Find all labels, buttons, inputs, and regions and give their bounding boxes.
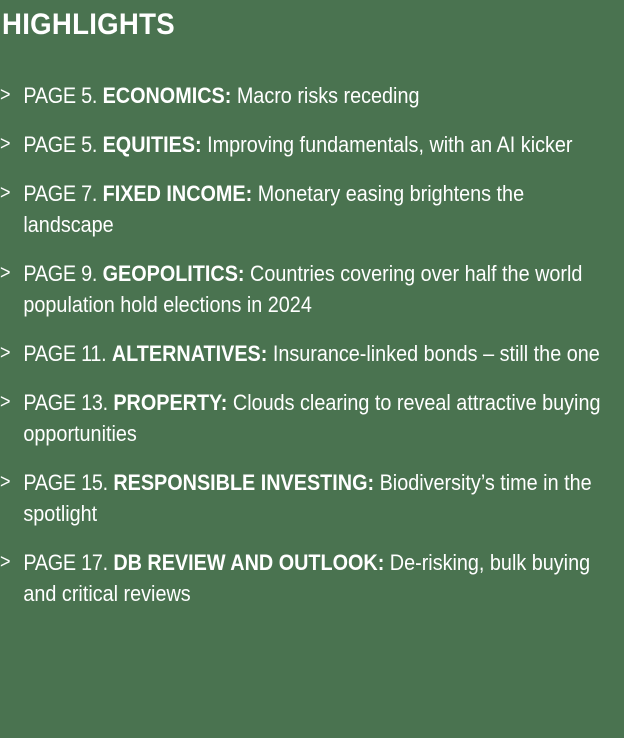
chevron-right-icon: > <box>0 391 11 413</box>
highlight-item-equities[interactable] <box>0 129 617 160</box>
section-label: ECONOMICS: <box>102 83 232 108</box>
section-label: GEOPOLITICS: <box>102 261 245 286</box>
section-summary: Macro risks receding <box>236 83 420 108</box>
chevron-right-icon: > <box>0 471 11 493</box>
chevron-right-icon: > <box>0 551 11 573</box>
page-ref: PAGE 5. <box>23 83 98 108</box>
section-summary: Biodiversity’s time in the spotlight <box>23 470 592 526</box>
highlights-list <box>0 80 624 627</box>
page-ref: PAGE 17. <box>23 550 108 575</box>
section-label: ALTERNATIVES: <box>111 341 268 366</box>
highlight-item-responsible-investing[interactable] <box>0 467 617 529</box>
section-label: DB REVIEW AND OUTLOOK: <box>113 550 385 575</box>
page-ref: PAGE 13. <box>23 390 108 415</box>
highlight-item-alternatives[interactable] <box>0 338 617 369</box>
section-label: EQUITIES: <box>102 132 202 157</box>
page-ref: PAGE 5. <box>23 132 98 157</box>
page-ref: PAGE 11. <box>23 341 107 366</box>
highlight-item-geopolitics[interactable] <box>0 258 617 320</box>
page-ref: PAGE 7. <box>23 181 98 206</box>
chevron-right-icon: > <box>0 133 11 155</box>
highlight-item-economics[interactable] <box>0 80 617 111</box>
section-summary: De-risking, bulk buying and critical reviews <box>23 550 591 606</box>
highlights-title: HIGHLIGHTS <box>2 8 175 41</box>
section-summary: Countries covering over half the world population hold elections in 2024 <box>23 261 583 317</box>
chevron-right-icon: > <box>0 84 11 106</box>
chevron-right-icon: > <box>0 342 11 364</box>
chevron-right-icon: > <box>0 182 11 204</box>
section-label: PROPERTY: <box>113 390 228 415</box>
section-summary: Clouds clearing to reveal attractive buying opportunities <box>23 390 601 446</box>
highlight-item-db-review[interactable] <box>0 547 617 609</box>
page-ref: PAGE 15. <box>23 470 108 495</box>
page-ref: PAGE 9. <box>23 261 98 286</box>
section-summary: Monetary easing brightens the landscape <box>23 181 525 237</box>
section-summary: Insurance-linked bonds – still the one <box>272 341 600 366</box>
section-summary: Improving fundamentals, with an AI kicker <box>207 132 573 157</box>
section-label: RESPONSIBLE INVESTING: <box>113 470 375 495</box>
section-label: FIXED INCOME: <box>102 181 253 206</box>
highlight-item-property[interactable] <box>0 387 617 449</box>
highlight-item-fixed-income[interactable] <box>0 178 617 240</box>
chevron-right-icon: > <box>0 262 11 284</box>
